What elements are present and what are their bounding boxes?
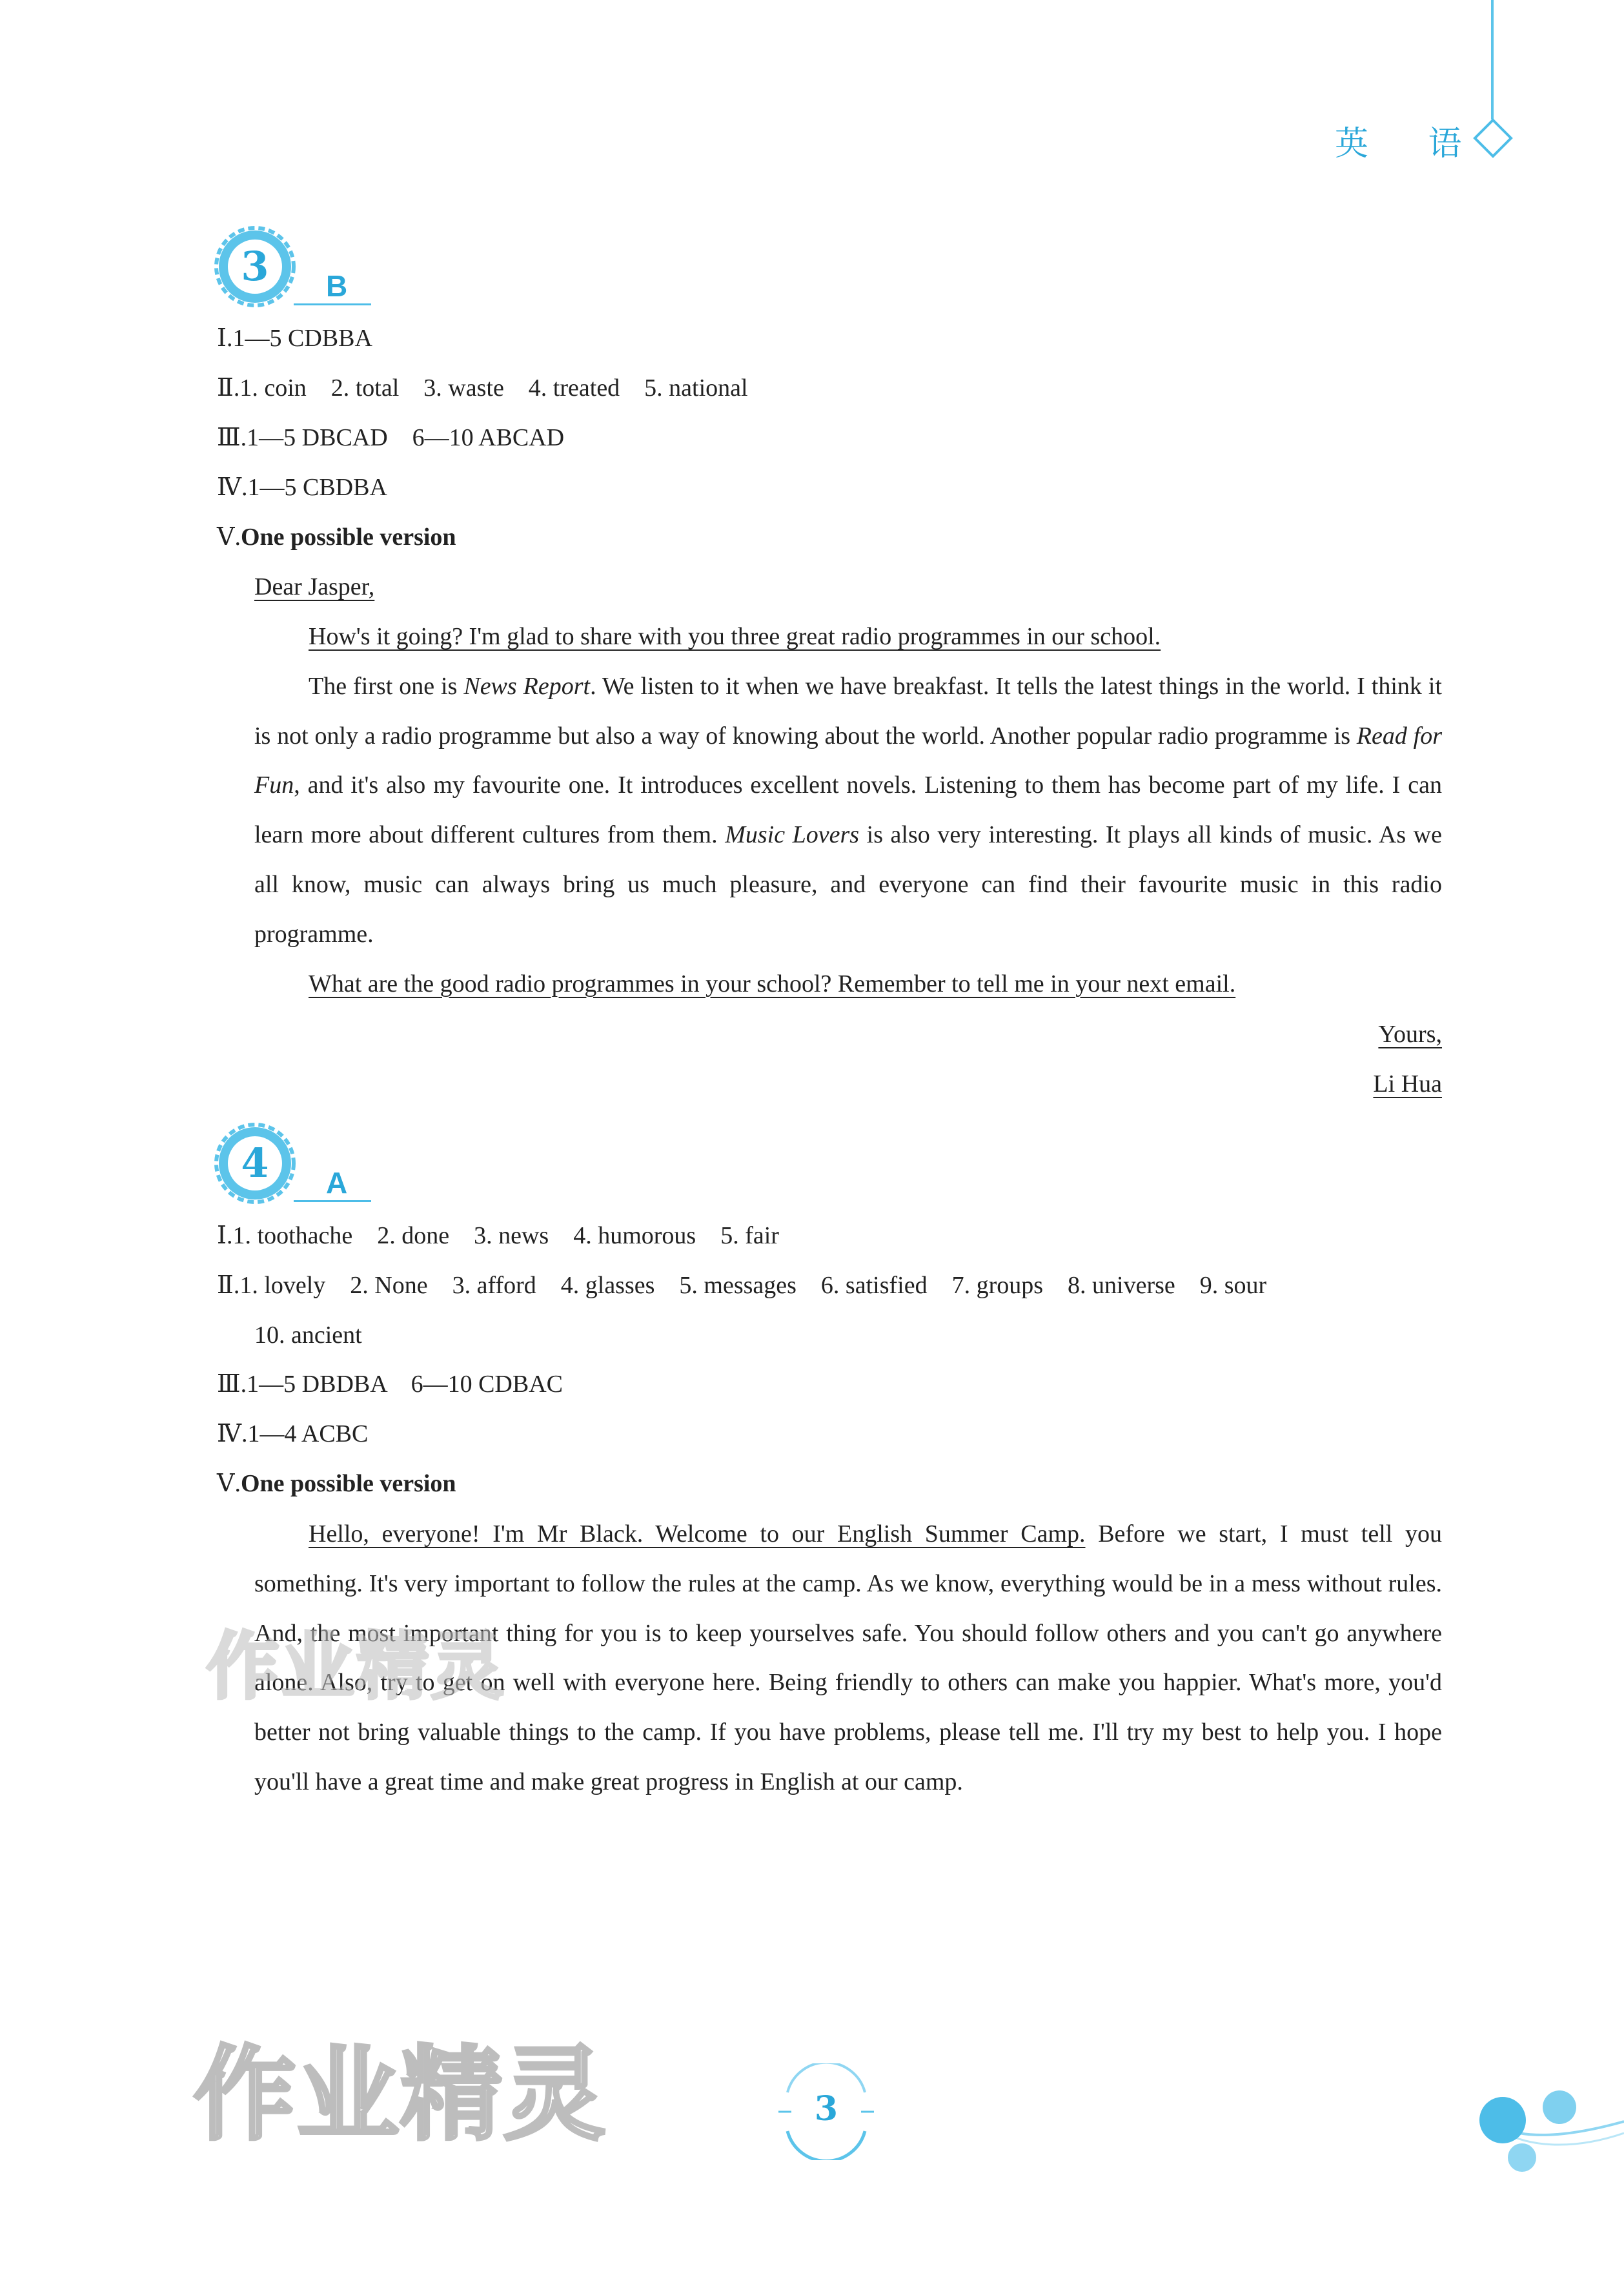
page-number: 3: [814, 2089, 838, 2129]
diamond-icon: [1473, 118, 1513, 158]
section-3-level: B: [326, 269, 348, 303]
speech-paragraph: Hello, everyone! I'm Mr Black. Welcome to our English Summer Camp. Before we start, I must tell you something. It's very important to follow the rules at the camp. As we know, everything would be in a mess without rules. And, the most important thing for you is to keep yourselves safe. You should follow others and you can't go anywhere alone. Also, try to get on well with everyone here. Being friendly to others can make you happier. What's more, you'd better not bring valuable things to the camp. If you have problems, please tell me. I'll try my best to help you. I hope you'll have a great time and make great progress in English at our camp.: [254, 1520, 1443, 1795]
s4-answer-2: Ⅱ.1. lovely 2. None 3. afford 4. glasses 5. messages 6. satisfied 7. groups 8. universe 9. sour: [217, 1272, 1267, 1299]
s4-answer-1: Ⅰ.1. toothache 2. done 3. news 4. humorous 5. fair: [217, 1222, 779, 1249]
section-4-level: A: [326, 1166, 348, 1200]
s3-answer-4: Ⅳ.1—5 CBDBA: [217, 474, 387, 501]
watermark-middle: 作业精灵: [207, 1625, 506, 1709]
letter-closing: Yours,: [1378, 1021, 1442, 1048]
s3-answer-2: Ⅱ.1. coin 2. total 3. waste 4. treated 5. national: [217, 374, 748, 402]
s4-answer-5: Ⅴ.One possible version: [217, 1470, 456, 1497]
letter-signature: Li Hua: [1373, 1070, 1442, 1098]
letter-paragraph-1: How's it going? I'm glad to share with you three great radio programmes in our school.: [309, 623, 1161, 650]
s4-answer-2-cont: 10. ancient: [254, 1322, 362, 1349]
bubbles-decoration: [1465, 2079, 1624, 2182]
s4-answer-3: Ⅲ.1—5 DBDBA 6—10 CDBAC: [217, 1371, 563, 1398]
letter-paragraph-2: The first one is News Report. We listen to it when we have breakfast. It tells the latest things in the world. I think it is not only a radio programme but also a way of knowing about the world. Another popular radio programme is Read for Fun, and it's also my favourite one. It introduces excellent novels. Listening to them has become part of my life. I can learn more about different cultures from them. Music Lovers is also very interesting. It plays all kinds of music. As we all know, music can always bring us much pleasure, and everyone can find their favourite music in this radio programme.: [254, 672, 1442, 948]
section-3-level-underline: [294, 303, 371, 305]
header-vertical-line: [1491, 0, 1494, 119]
section-4-number: 4: [241, 1139, 269, 1187]
s3-answer-5: Ⅴ.One possible version: [217, 524, 456, 551]
subject-title: 英 语: [1335, 125, 1487, 163]
section-3-badge: [213, 225, 297, 309]
section-4-badge: [213, 1121, 297, 1205]
s3-answer-1: Ⅰ.1—5 CDBBA: [217, 325, 372, 352]
letter-greeting: Dear Jasper,: [254, 573, 375, 600]
watermark-bottom: 作业精灵: [194, 2036, 607, 2154]
letter-paragraph-3: What are the good radio programmes in your school? Remember to tell me in your next email.: [309, 970, 1236, 997]
s3-answer-3: Ⅲ.1—5 DBCAD 6—10 ABCAD: [217, 424, 565, 451]
s4-answer-4: Ⅳ.1—4 ACBC: [217, 1420, 369, 1447]
section-4-level-underline: [294, 1200, 371, 1202]
letter-body: [254, 612, 1442, 1008]
section-3-number: 3: [241, 243, 269, 290]
